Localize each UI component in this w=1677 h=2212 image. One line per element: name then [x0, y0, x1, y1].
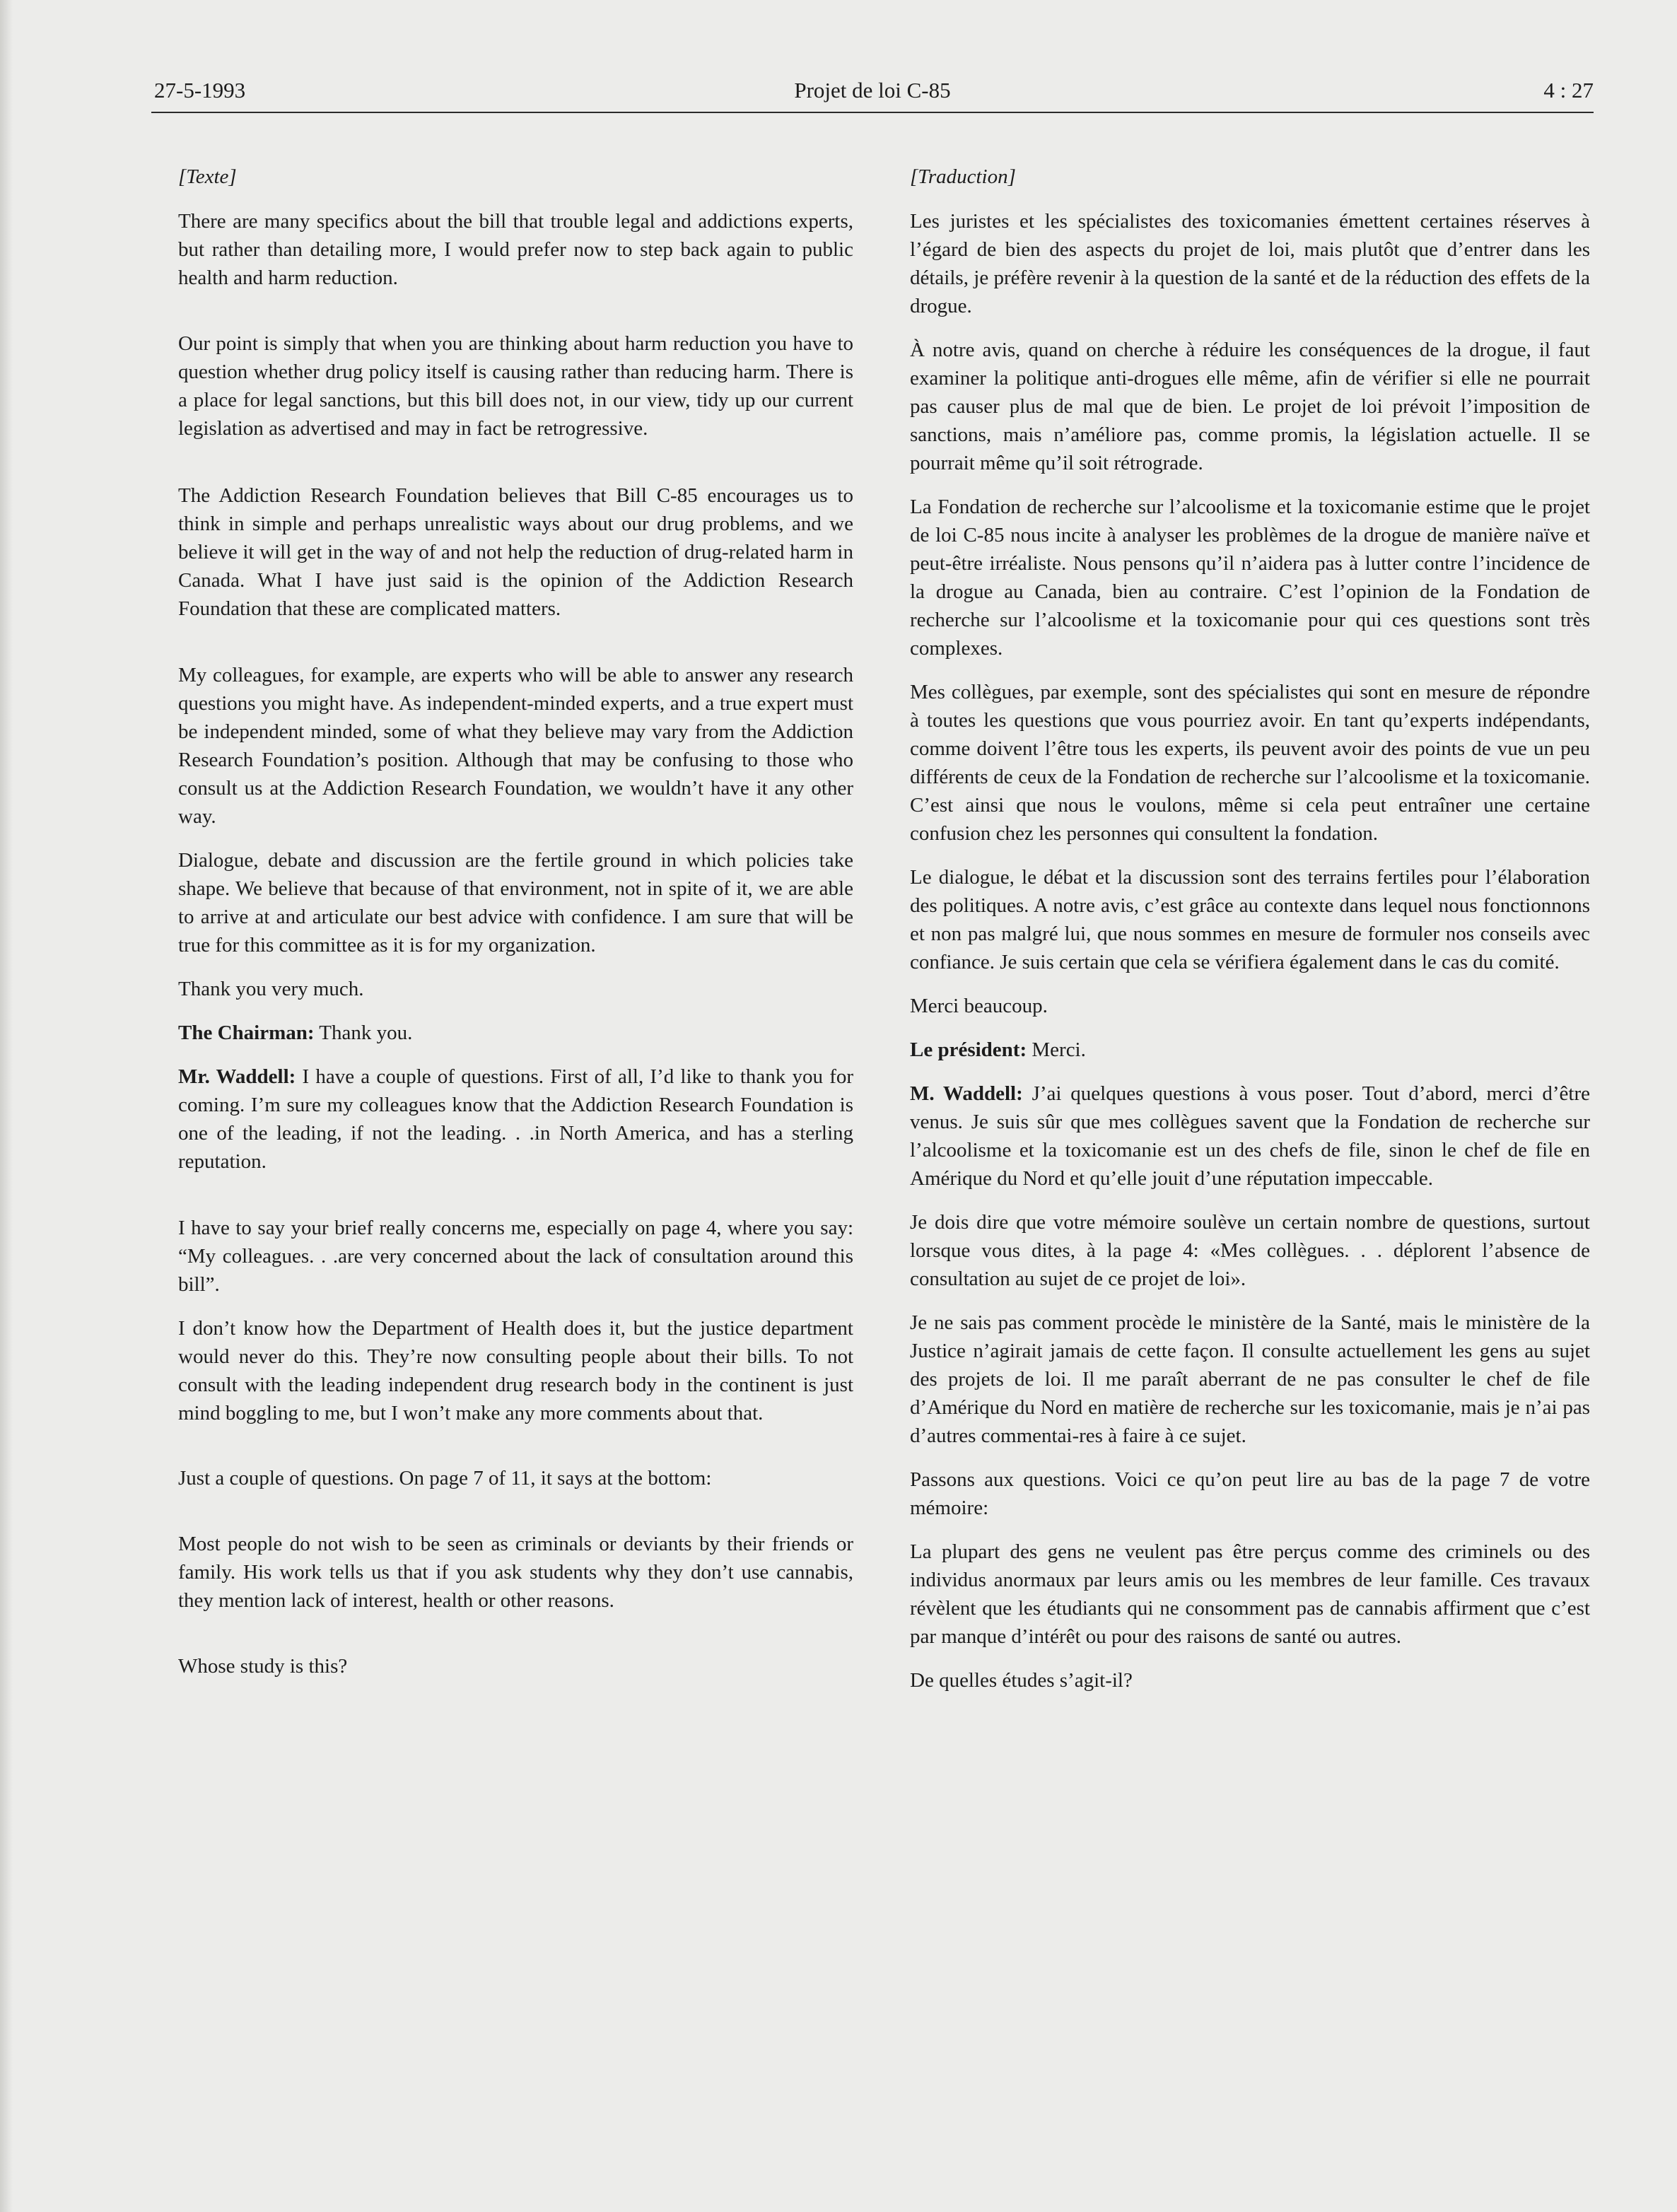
french-paragraph: Mes collègues, par exemple, sont des spécialistes qui sont en mesure de répondre à toutes les questions que vous pourriez avoir. En tant qu’experts indépendants, comme doivent l’être tous les experts, ils peuvent avoir des points de vue un peu différents de ceux de la Fondation de recherche sur l’alcoolisme et la toxicomanie. C’est ainsi que nous le voulons, même si cela peut entraîner une certaine confusion chez les personnes qui consultent la fondation. — [910, 681, 1590, 845]
running-header — [151, 75, 1594, 113]
english-quotation: Most people do not wish to be seen as criminals or deviants by their friends or family. His work tells us that if you ask students why they don’t use cannabis, they mention lack of interest, health or other reasons. — [178, 1533, 853, 1612]
french-paragraph: À notre avis, quand on cherche à réduire les conséquences de la drogue, il faut examiner la politique anti-drogues elle même, afin de vérifier si elle ne pourrait pas causer plus de mal que de bien. Le projet de loi prévoit l’imposition de sanctions, mais n’améliore pas, comme promis, la législation actuelle. Il se pourrait même qu’il soit rétrograde. — [910, 339, 1590, 474]
french-paragraph: De quelles études s’agit-il? — [910, 1669, 1133, 1692]
french-column — [910, 163, 1590, 1695]
english-paragraph: Just a couple of questions. On page 7 of 11, it says at the bottom: — [178, 1467, 712, 1490]
english-paragraph: The Addiction Research Foundation believes that Bill C-85 encourages us to think in simple and perhaps unrealistic ways about our drug problems, and we believe it will get in the way of and not help the reduction of drug-related harm in Canada. What I have just said is the opinion of the Addiction Research Foundation that these are complicated matters. — [178, 484, 853, 620]
english-paragraph: There are many specifics about the bill that trouble legal and addictions experts, but rather than detailing more, I would prefer now to step back again to public health and harm reduction. — [178, 210, 853, 289]
english-paragraph — [178, 1019, 853, 1047]
speaker-name: The Chairman: — [178, 1022, 315, 1044]
french-paragraph: Le dialogue, le débat et la discussion sont des terrains fertiles pour l’élaboration des politiques. A notre avis, c’est grâce au contexte dans lequel nous fonctionnons et non pas malgré lui, que nous sommes en mesure de formuler nos conseils avec confiance. Je suis certain que cela se vérifiera également dans le cas du comité. — [910, 866, 1590, 973]
english-paragraph: Whose study is this? — [178, 1655, 348, 1678]
english-paragraph: I don’t know how the Department of Health does it, but the justice department would never do this. They’re now consulting people about their bills. To not consult with the leading independent drug research body in the continent is just mind boggling to me, but I won’t make any more comments about that. — [178, 1317, 853, 1424]
header-date: 27-5-1993 — [154, 78, 246, 103]
french-paragraph — [910, 1079, 1590, 1193]
french-paragraph — [910, 1036, 1590, 1064]
french-source-label: [Traduction] — [910, 165, 1016, 188]
english-paragraph: My colleagues, for example, are experts who will be able to answer any research questions you might have. As independent-minded experts, and a true expert must be independent minded, some of what they believe may vary from the Addiction Research Foundation’s position. Although that may be confusing to those who consult us at the Addiction Research Foundation, we wouldn’t have it any other way. — [178, 664, 853, 828]
page-binding-shadow — [0, 0, 13, 2212]
speech-text: Merci. — [1027, 1038, 1086, 1061]
french-paragraph: Merci beaucoup. — [910, 995, 1048, 1017]
french-paragraph: Passons aux questions. Voici ce qu’on peut lire au bas de la page 7 de votre mémoire: — [910, 1468, 1590, 1519]
english-paragraph: Dialogue, debate and discussion are the fertile ground in which policies take shape. We believe that because of that environment, not in spite of it, we are able to arrive at and articulate our best advice with confidence. I am sure that will be true for this committee as it is for my organization. — [178, 849, 853, 956]
speaker-name: Mr. Waddell: — [178, 1065, 296, 1088]
speech-text: I have a couple of questions. First of all, I’d like to thank you for coming. I’m sure my colleagues know that the Addiction Research Foundation is one of the leading, if not the leading. . .in North America, and has a sterling reputation. — [178, 1065, 854, 1173]
english-paragraph: Our point is simply that when you are thinking about harm reduction you have to question whether drug policy itself is causing rather than reducing harm. There is a place for legal sanctions, but this bill does not, in our view, tidy up our current legislation as advertised and may in fact be retrogressive. — [178, 332, 853, 440]
english-source-label: [Texte] — [178, 165, 237, 188]
english-paragraph: Thank you very much. — [178, 978, 364, 1000]
header-page-number: 4 : 27 — [1543, 78, 1594, 103]
french-quotation: La plupart des gens ne veulent pas être perçus comme des criminels ou des individus anormaux par leurs amis ou les membres de leur famille. Ces travaux révèlent que les étudiants qui ne consomment pas de cannabis affirment que c’est par manque d’intérêt ou pour des raisons de santé ou autres. — [910, 1540, 1590, 1648]
english-paragraph — [178, 1063, 853, 1176]
speaker-name: Le président: — [910, 1038, 1027, 1061]
speech-text: Thank you. — [314, 1022, 413, 1044]
french-paragraph: Je ne sais pas comment procède le ministère de la Santé, mais le ministère de la Justice n’agirait jamais de cette façon. Il consulte actuellement les gens au sujet des projets de loi. Il me paraît aberrant de ne pas consulter le chef de file d’Amérique du Nord en matière de recherche sur les toxicomanie, mais je n’ai pas d’autres commentai-res à faire à ce sujet. — [910, 1311, 1590, 1447]
speaker-name: M. Waddell: — [910, 1082, 1023, 1105]
header-title: Projet de loi C-85 — [794, 78, 951, 103]
french-paragraph: Je dois dire que votre mémoire soulève un certain nombre de questions, surtout lorsque vous dites, à la page 4: «Mes collègues. . . déplorent l’absence de consultation au sujet de ce projet de loi». — [910, 1211, 1590, 1290]
french-paragraph: Les juristes et les spécialistes des toxicomanies émettent certaines réserves à l’égard de bien des aspects du projet de loi, mais plutôt que d’entrer dans les détails, je préfère revenir à la question de la santé et de la réduction des effets de la drogue. — [910, 210, 1590, 317]
french-paragraph: La Fondation de recherche sur l’alcoolisme et la toxicomanie estime que le projet de loi C-85 nous incite à analyser les problèmes de la drogue de manière naïve et peut-être irréaliste. Nous pensons qu’il n’aidera pas à lutter contre l’incidence de la drogue au Canada, bien au contraire. C’est l’opinion de la Fondation de recherche sur l’alcoolisme et la toxicomanie pour qui ces questions sont très complexes. — [910, 496, 1590, 660]
english-column — [178, 163, 853, 1680]
speech-text: J’ai quelques questions à vous poser. Tout d’abord, merci d’être venus. Je suis sûr que mes collègues savent que la Fondation de recherche sur l’alcoolisme et la toxicomanie est un des chefs de file, sinon le chef de file en Amérique du Nord et qu’elle jouit d’une réputation impeccable. — [910, 1082, 1590, 1190]
english-paragraph: I have to say your brief really concerns me, especially on page 4, where you say: “My colleagues. . .are very concerned about the lack of consultation around this bill”. — [178, 1217, 853, 1296]
